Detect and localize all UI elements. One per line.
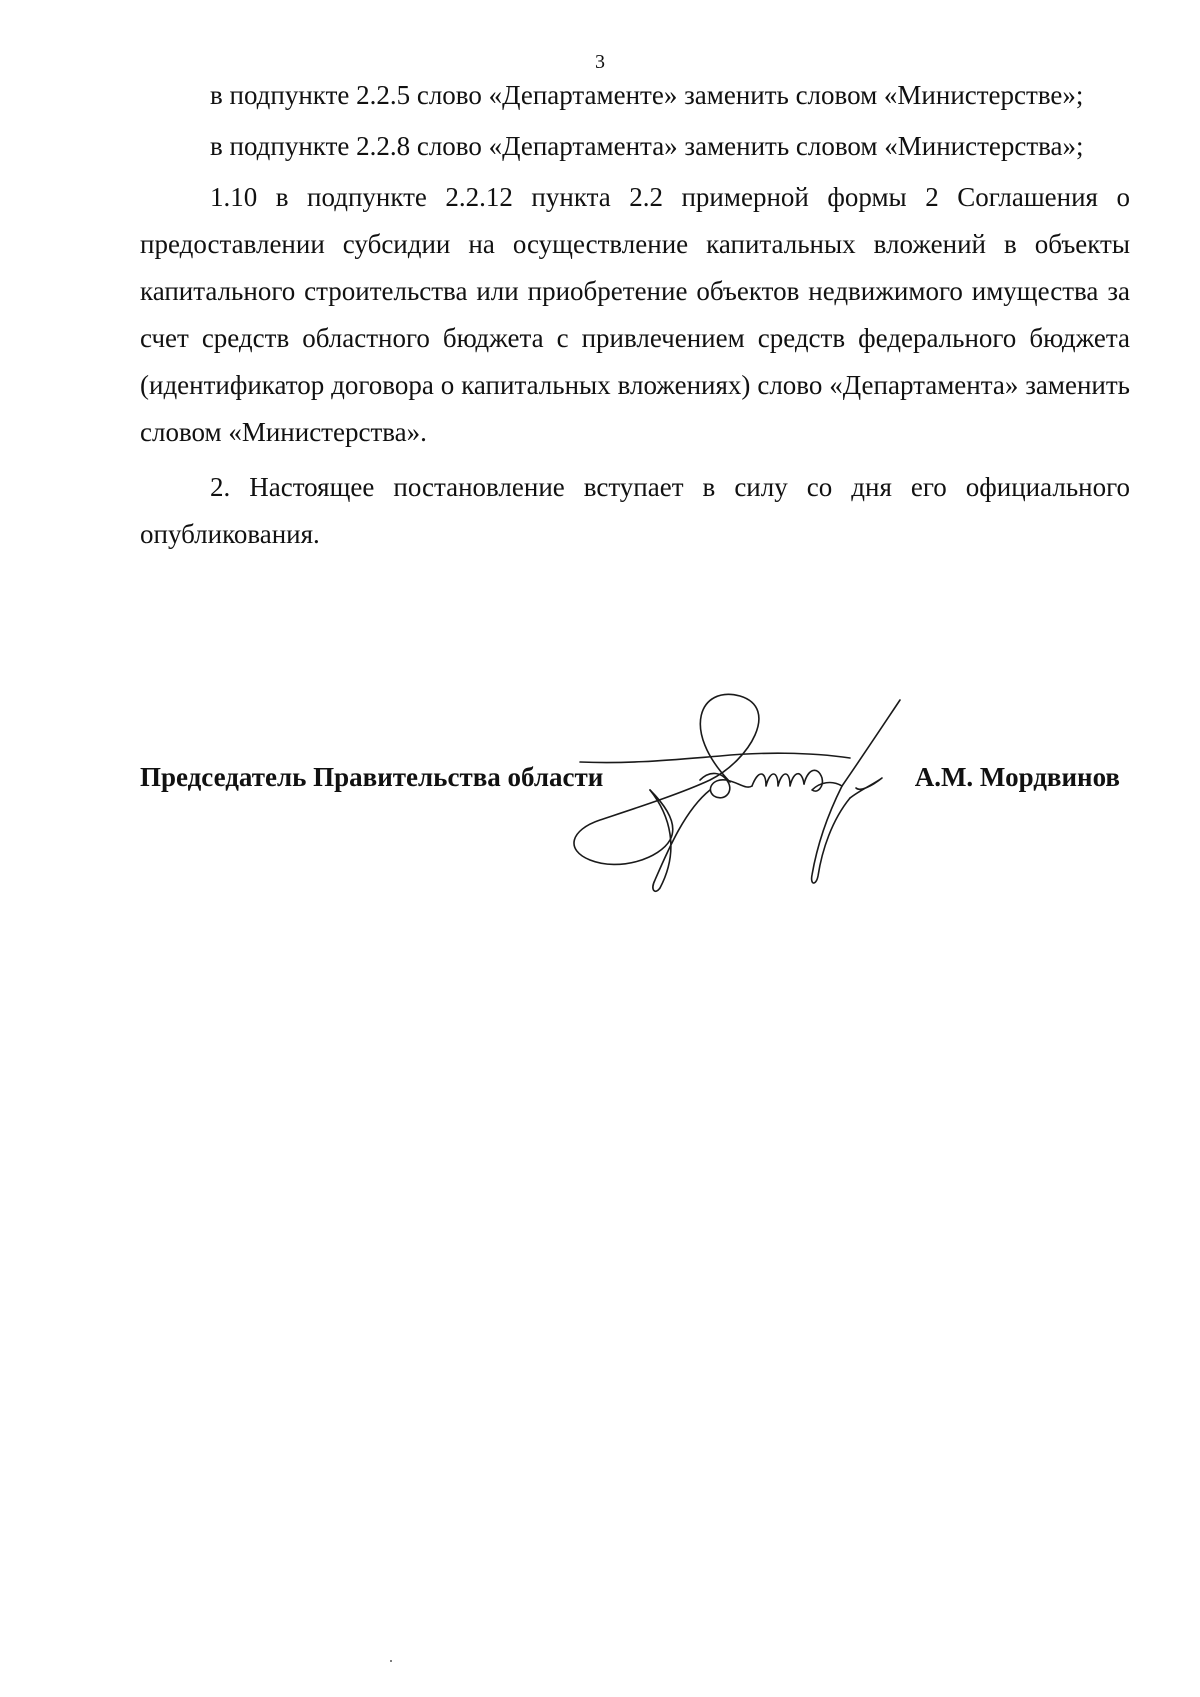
- signatory-name: А.М. Мордвинов: [914, 762, 1120, 792]
- signatory-title: Председатель Правительства области: [140, 762, 604, 792]
- paragraph-subpoint-2-2-8: в подпункте 2.2.8 слово «Департамента» заменить словом «Министерства»;: [210, 131, 1084, 161]
- scan-speck: [390, 1660, 392, 1662]
- handwritten-signature: [560, 690, 940, 900]
- document-body: [140, 72, 1130, 558]
- paragraph-effective-date: 2. Настоящее постановление вступает в силу со дня его официального опубликования.: [140, 472, 1130, 549]
- paragraph-subpoint-2-2-5: в подпункте 2.2.5 слово «Департаменте» заменить словом «Министерстве»;: [210, 80, 1084, 110]
- paragraph-item-1-10: 1.10 в подпункте 2.2.12 пункта 2.2 примерной формы 2 Соглашения о предоставлении субсидии на осуществление капитальных вложений в объекты капитального строительства или приобретение объектов недвижимого имущества за счет средств областного бюджета с привлечением средств федерального бюджета (идентификатор договора о капитальных вложениях) слово «Департамента» заменить словом «Министерства».: [140, 182, 1130, 447]
- page-number: 3: [595, 51, 605, 73]
